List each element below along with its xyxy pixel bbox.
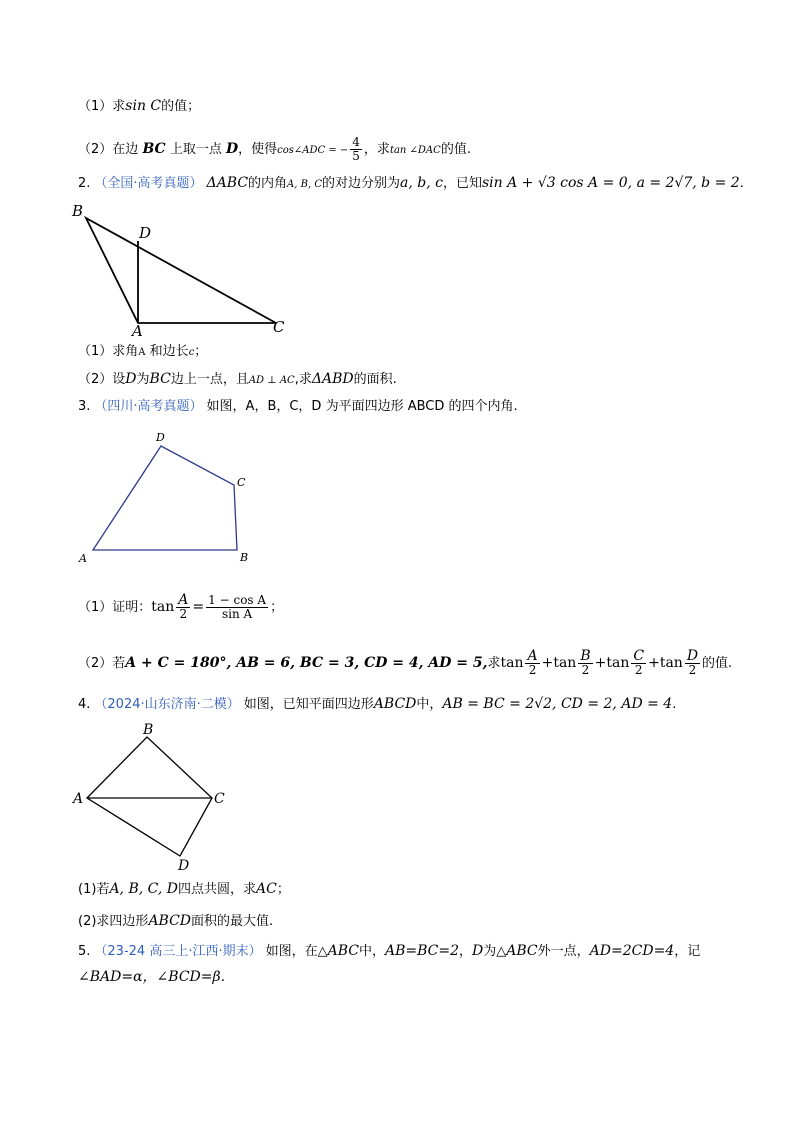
label-b: B	[72, 202, 84, 220]
p3-figure-quadrilateral	[74, 430, 264, 570]
p1-question-1: （1）求sin C的值；	[78, 98, 201, 114]
problem-number: 3.	[78, 399, 91, 414]
label-c: C	[214, 791, 225, 807]
source-tag: （2024·山东济南·二模）	[94, 697, 240, 712]
p2-question-1: （1）求角A 和边长c；	[78, 344, 208, 359]
source-tag: （四川·高考真题）	[94, 399, 203, 414]
p4-figure-quadrilateral	[60, 718, 240, 878]
label-d: D	[139, 224, 152, 242]
question-number: (1)	[78, 882, 97, 897]
p4-question-2: (2)求四边形ABCD面积的最大值.	[78, 913, 274, 929]
fraction: $\frac{B}{2}$	[580, 648, 591, 677]
question-number: （2）	[78, 372, 113, 387]
question-number: （1）	[78, 600, 113, 615]
p3-question-1: （1）证明：tan $\frac{A}{2}$ = $\frac{\text{1 − cos A}}{\text{sin A}}$ ；	[78, 592, 284, 621]
label-a: A	[73, 791, 84, 807]
question-number: (2)	[78, 914, 97, 929]
p4-statement: 4. （2024·山东济南·二模） 如图，已知平面四边形ABCD中，AB = BC = 2√2, CD = 2, AD = 4.	[78, 696, 677, 712]
question-number: （1）	[78, 99, 113, 114]
p5-statement-line-2: ∠BAD=α，∠BCD=β.	[78, 969, 226, 985]
p2-statement: 2. （全国·高考真题） ΔABC的内角A, B, C的对边分别为a, b, c，已知sin A + √3 cos A = 0, a = 2√7, b = 2.	[78, 175, 744, 191]
fraction: $\frac{D}{2}$	[686, 648, 699, 677]
fraction: $\frac{\text{1 − cos A}}{\text{sin A}}$	[208, 593, 267, 621]
label-a: A	[132, 322, 143, 340]
label-a: A	[79, 552, 87, 565]
fraction: $\frac{A}{2}$	[527, 648, 538, 677]
p5-statement: 5. （23-24 高三上·江西·期末） 如图，在△ABC中，AB=BC=2，D为△ABC外一点，AD=2CD=4，记	[78, 943, 701, 959]
label-c: C	[273, 318, 285, 336]
p1-question-2: （2）在边 BC 上取一点 D，使得cos∠ADC = − $\frac{4}{5}$ ，求tan ∠DAC的值.	[78, 135, 471, 163]
quadrilateral-abcd	[87, 737, 212, 856]
source-tag: （全国·高考真题）	[94, 176, 203, 191]
question-number: （2）	[78, 142, 113, 157]
triangle-abc	[86, 218, 276, 323]
p2-question-2: （2）设D为BC边上一点，且AD ⊥ AC,求ΔABD的面积.	[78, 371, 397, 387]
label-d: D	[156, 431, 165, 444]
p3-statement: 3. （四川·高考真题） 如图，A，B，C，D 为平面四边形 ABCD 的四个内角.	[78, 399, 518, 414]
question-number: （1）	[78, 344, 113, 359]
question-number: （2）	[78, 656, 113, 671]
fraction: $\frac{A}{2}$	[178, 592, 189, 621]
quadrilateral-abcd	[93, 446, 237, 550]
label-c: C	[237, 476, 246, 489]
problem-number: 2.	[78, 176, 91, 191]
fraction: $\frac{C}{2}$	[633, 648, 645, 677]
label-b: B	[143, 722, 154, 738]
label-d: D	[178, 858, 190, 874]
p3-question-2: （2）若A + C = 180°, AB = 6, BC = 3, CD = 4, AD = 5,求tan $\frac{A}{2}$ +tan $\frac{B}{2}$ +tan $\frac{C}{2}$ +tan $\frac{D}{2}$ 的值.	[78, 648, 733, 677]
p2-figure-triangle	[60, 198, 300, 338]
fraction: $\frac{4}{5}$	[352, 135, 360, 163]
problem-number: 5.	[78, 944, 91, 959]
problem-number: 4.	[78, 697, 91, 712]
label-b: B	[240, 551, 249, 564]
source-tag: （23-24 高三上·江西·期末）	[94, 944, 262, 959]
p4-question-1: (1)若A, B, C, D四点共圆，求AC；	[78, 881, 290, 897]
